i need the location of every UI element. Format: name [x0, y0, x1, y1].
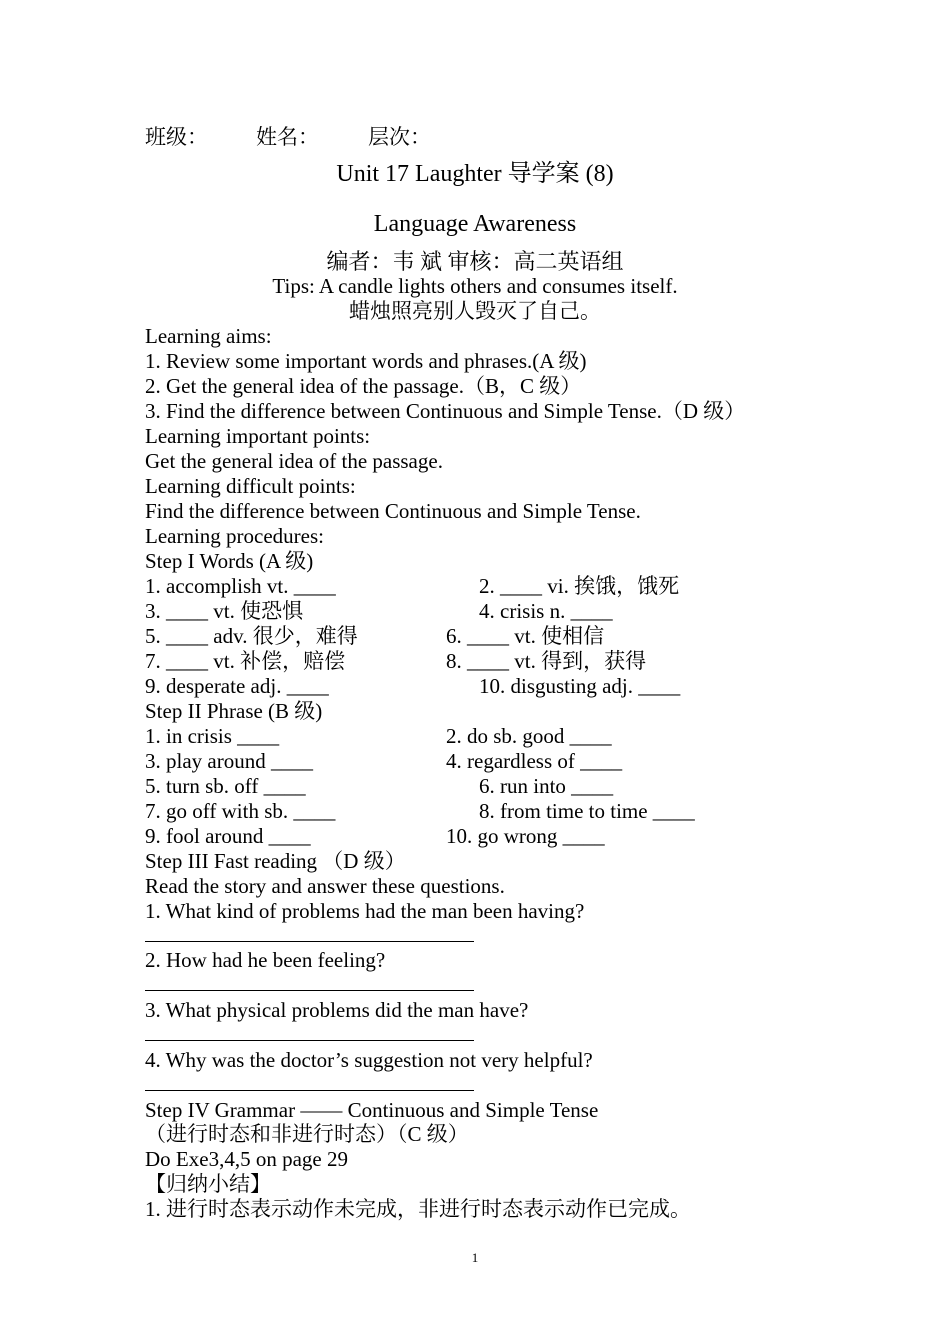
word-item: 2. ____ vi. 挨饿，饿死: [479, 574, 680, 598]
aims-heading: Learning aims:: [145, 324, 272, 348]
word-item: 8. ____ vt. 得到，获得: [446, 649, 647, 673]
aim-item: 3. Find the difference between Continuous and Simple Tense.（D 级）: [145, 399, 746, 423]
page-subtitle: Language Awareness: [373, 211, 577, 237]
word-item: 4. crisis n. ____: [479, 599, 613, 623]
step1-heading: Step I Words (A 级): [145, 549, 314, 573]
name-label: 姓名：: [256, 125, 319, 149]
question-item: 4. Why was the doctor’s suggestion not very helpful?: [145, 1048, 593, 1072]
phrase-item: 6. run into ____: [479, 774, 614, 798]
phrase-item: 5. turn sb. off ____: [145, 774, 306, 798]
answer-line: [145, 941, 474, 942]
phrase-item: 8. from time to time ____: [479, 799, 695, 823]
question-item: 1. What kind of problems had the man been having?: [145, 899, 585, 923]
important-heading: Learning important points:: [145, 424, 371, 448]
word-item: 7. ____ vt. 补偿，赔偿: [145, 649, 346, 673]
step3-instruction: Read the story and answer these questions.: [145, 874, 505, 898]
word-item: 5. ____ adv. 很少，难得: [145, 624, 358, 648]
tips-english: Tips: A candle lights others and consumes itself.: [272, 274, 678, 298]
level-label: 层次：: [368, 125, 431, 149]
step4-exercise: Do Exe3,4,5 on page 29: [145, 1147, 348, 1171]
phrase-item: 7. go off with sb. ____: [145, 799, 336, 823]
page-title: Unit 17 Laughter 导学案 (8): [336, 161, 614, 187]
summary-item: 1. 进行时态表示动作未完成，非进行时态表示动作已完成。: [145, 1197, 691, 1221]
aim-item: 1. Review some important words and phrases.(A 级): [145, 349, 587, 373]
word-item: 1. accomplish vt. ____: [145, 574, 336, 598]
tips-chinese: 蜡烛照亮别人毁灭了自己。: [349, 299, 601, 323]
phrase-item: 2. do sb. good ____: [446, 724, 612, 748]
difficult-text: Find the difference between Continuous and Simple Tense.: [145, 499, 641, 523]
difficult-heading: Learning difficult points:: [145, 474, 356, 498]
phrase-item: 4. regardless of ____: [446, 749, 623, 773]
word-item: 10. disgusting adj. ____: [479, 674, 681, 698]
answer-line: [145, 1090, 474, 1091]
word-item: 6. ____ vt. 使相信: [446, 624, 605, 648]
phrase-item: 3. play around ____: [145, 749, 313, 773]
phrase-item: 9. fool around ____: [145, 824, 311, 848]
aim-item: 2. Get the general idea of the passage.（B，C 级）: [145, 374, 582, 398]
class-label: 班级：: [145, 125, 208, 149]
step4-sub: （进行时态和非进行时态）（C 级）: [145, 1122, 469, 1146]
authors-line: 编者：韦 斌 审核：高二英语组: [326, 249, 624, 274]
question-item: 2. How had he been feeling?: [145, 948, 386, 972]
step3-heading: Step III Fast reading （D 级）: [145, 849, 406, 873]
page-number: 1: [471, 1250, 479, 1265]
phrase-item: 1. in crisis ____: [145, 724, 280, 748]
answer-line: [145, 990, 474, 991]
phrase-item: 10. go wrong ____: [446, 824, 605, 848]
question-item: 3. What physical problems did the man have?: [145, 998, 529, 1022]
word-item: 3. ____ vt. 使恐惧: [145, 599, 304, 623]
step4-heading: Step IV Grammar —— Continuous and Simple Tense: [145, 1098, 599, 1122]
procedures-heading: Learning procedures:: [145, 524, 325, 548]
step2-heading: Step II Phrase (B 级): [145, 699, 323, 723]
important-text: Get the general idea of the passage.: [145, 449, 443, 473]
answer-line: [145, 1040, 474, 1041]
word-item: 9. desperate adj. ____: [145, 674, 329, 698]
summary-heading: 【归纳小结】: [145, 1172, 271, 1196]
